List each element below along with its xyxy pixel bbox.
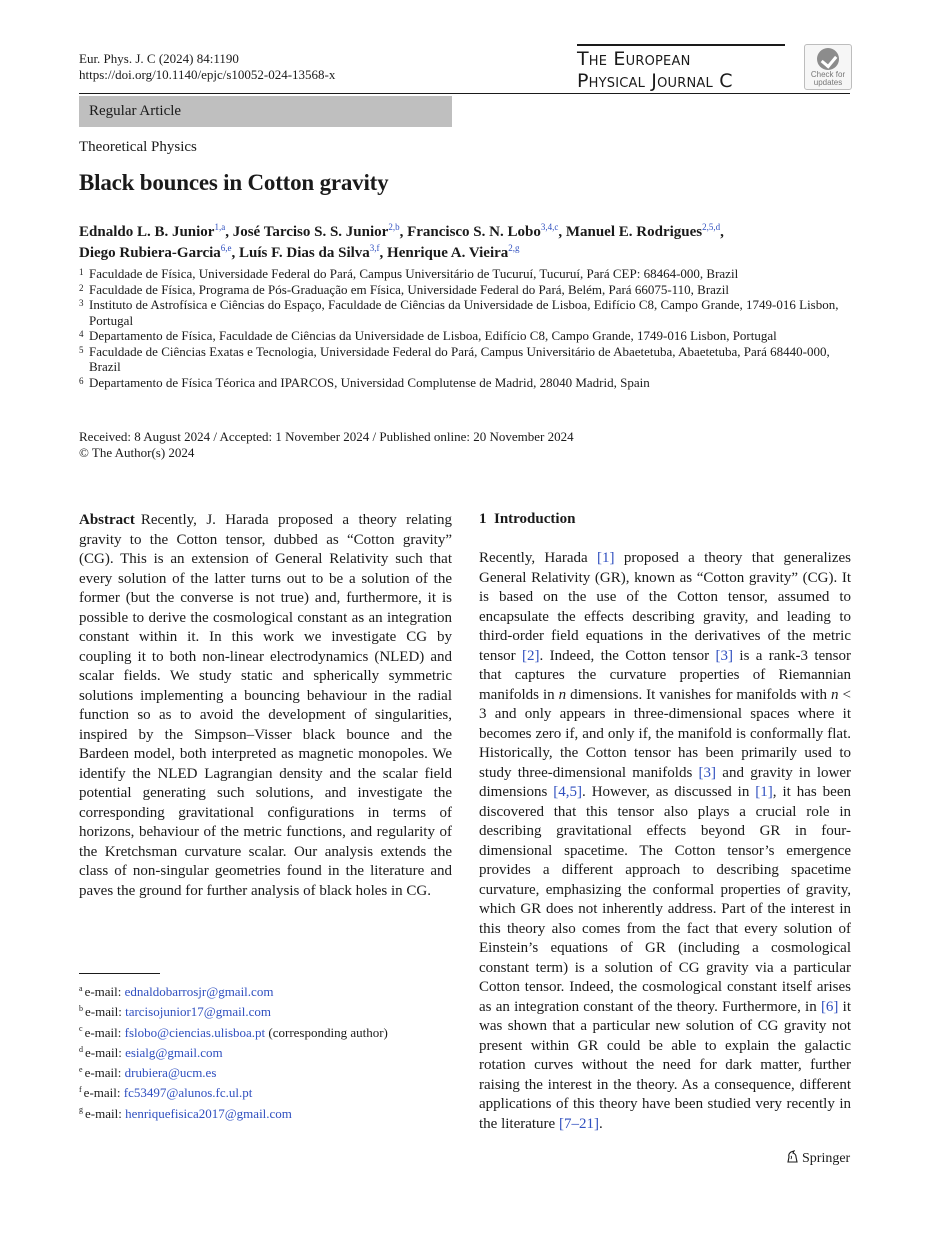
citation-link[interactable]: [3] (698, 764, 717, 781)
footnote-label: e-mail: (84, 1024, 125, 1040)
affiliation-item: 6 Departamento de Física Téorica and IPARCOS, Universidad Complutense de Madrid, 28040 Madrid, Spain (79, 374, 650, 390)
author-name: Henrique A. Vieira (387, 245, 509, 261)
footnote-mark: e (79, 1064, 83, 1074)
date-history: Received: 8 August 2024 / Accepted: 1 November 2024 / Published online: 20 November 2024 (79, 429, 574, 444)
footnote-list (79, 982, 388, 1124)
publication-dates (79, 429, 574, 460)
footnote-label: e-mail: (83, 1085, 124, 1101)
author-affiliation-marker[interactable]: 6,e (220, 243, 232, 253)
citation-link[interactable]: [4,5] (553, 784, 583, 800)
intro-text: . Indeed, the Cotton tensor (539, 647, 716, 664)
intro-text: Recently, Harada (479, 550, 598, 566)
intro-text: , it has been discovered that this tensor also plays a crucial role in describing gravitational effects beyond GR in four-dimensional spacetime. The Cotton tensor’s emergence provides a different approach to describing spacetime curvature, emphasizing the conformal properties of gravity, which GR does not inherently address. Part of the interest in this theory also comes from the fact that every solution of Einstein’s equations of GR (including a cosmological constant term) is a solution of CG gravity via a particular Cotton tensor. Indeed, the cosmological constant itself arises as an integration constant of the theory. Furthermore, in (479, 784, 851, 1015)
author-separator: , (558, 224, 566, 240)
author-name: Manuel E. Rodrigues (565, 224, 703, 240)
affiliation-item: 2 Faculdade de Física, Programa de Pós-Graduação em Física, Universidade Federal do Pará, Belém, Pará 66075-110, Brazil (79, 281, 729, 297)
author-separator: , (231, 245, 240, 261)
checkmark-icon (817, 48, 839, 70)
citation-link[interactable]: [6] (820, 998, 839, 1015)
intro-text: proposed a theory that generalizes General Relativity (GR), known as “Cotton gravity” (CG). It is based on the use of the Cotton tensor, assumed to encapsulate the effects describing gravity, and leading to third-order field equations in the derivatives of the metric tensor (479, 550, 851, 664)
footnote-label: e-mail: (85, 1004, 126, 1020)
journal-logo-line2: Physical Journal C (577, 70, 733, 92)
article-type-banner (79, 96, 452, 127)
email-link[interactable]: fslobo@ciencias.ulisboa.pt (124, 1024, 266, 1040)
publisher-logo (785, 1150, 850, 1167)
email-link[interactable]: ednaldobarrosjr@gmail.com (124, 984, 274, 999)
author-name: Luís F. Dias da Silva (239, 245, 370, 261)
footnote-note: (corresponding author) (265, 1024, 388, 1040)
abstract-label: Abstract (79, 512, 135, 528)
footnote-mark: d (79, 1044, 83, 1054)
header-divider (79, 93, 850, 94)
citation-link[interactable]: [2] (522, 647, 540, 664)
footnote-mark: c (79, 1024, 83, 1034)
doi-link[interactable]: https://doi.org/10.1140/epjc/s10052-024-13568-x (79, 67, 336, 82)
article-type-label: Regular Article (89, 103, 182, 119)
copyright-line: © The Author(s) 2024 (79, 444, 195, 460)
intro-text: is a rank-3 tensor that captures the curvature properties of Riemannian manifolds in (479, 647, 851, 703)
email-link[interactable]: henriquefisica2017@gmail.com (125, 1105, 292, 1121)
affiliation-item: 5 Faculdade de Ciências Exatas e Tecnologia, Universidade Federal do Pará, Campus Universitário de Abaetetuba, Abaetetuba, Pará 68440-000, Brazil (79, 343, 830, 374)
publisher-name: Springer (802, 1151, 851, 1166)
article-title: Black bounces in Cotton gravity (79, 170, 389, 195)
intro-text: it was shown that a particular new solution of CG gravity not present within GR could be able to explain the galactic rotation curves without the need for dark matter, further raising the interest in the theory. As a consequence, different applications of this theory have been studied very recently in the literature (479, 998, 851, 1132)
citation-link[interactable]: [1] (597, 550, 615, 566)
author-affiliation-marker[interactable]: 3,f (369, 243, 380, 253)
footnote-item (79, 982, 388, 1002)
section-number: 1 (479, 511, 487, 527)
section-heading-introduction (479, 511, 575, 528)
math-variable: n (831, 686, 839, 703)
author-separator: , (225, 224, 233, 240)
author-affiliation-marker[interactable]: 2,5,d (702, 222, 721, 232)
footnote-mark: f (79, 1085, 82, 1095)
citation-link[interactable]: [3] (715, 647, 734, 664)
footnote-mark: g (79, 1105, 83, 1115)
intro-text: < 3 and only appears in three-dimensional spaces where it becomes zero if, and only if, the manifold is conformally flat. Historically, the Cotton tensor has been primarily used to study three-dimensional manifolds (479, 686, 851, 781)
introduction-body (479, 549, 851, 1134)
check-for-updates-button[interactable] (804, 44, 852, 90)
section-title: Introduction (494, 511, 576, 527)
footnote-item (79, 1104, 388, 1124)
footnote-item (79, 1083, 388, 1103)
author-name: Francisco S. N. Lobo (407, 224, 541, 240)
abstract-text: Recently, J. Harada proposed a theory relating gravity to the Cotton tensor, dubbed as “Cotton gravity” (CG). This is an extension of General Relativity such that every solution of the latter turns out to be a solution of the former (but the converse is not true) and, furthermore, it is possible to derive the cosmological constant as an integration constant within it. In this work we investigate CG by coupling it to both non-linear electrodynamics (NLED) and scalar fields. We study static and spherically symmetric solutions implementing a bouncing behaviour in the radial function so as to avoid the development of singularities, inspired by the Simpson–Visser black bounce and the Bardeen model, both interpreted as magnetic monopoles. We identify the NLED Lagrangian density and the scalar field potential generating such solutions, and investigate the corresponding gravitational configurations in terms of horizons, behaviour of the metric functions, and regularity of the Kretchsman curvature scalar. Our analysis extends the class of non-singular geometries found in the literature and paves the ground for further analysis of black holes in CG. (79, 512, 452, 899)
intro-text: . (598, 1115, 603, 1132)
affiliation-text: Faculdade de Ciências Exatas e Tecnologia, Universidade Federal do Pará, Campus Universitário de Abaetetuba, Abaetetuba, Pará 68440-000, Brazil (89, 343, 830, 374)
footnote-label: e-mail: (85, 1044, 126, 1060)
affiliation-text: Faculdade de Física, Universidade Federal do Pará, Campus Universitário de Tucuruí, Tucuruí, Pará CEP: 68464-000, Brazil (89, 266, 739, 281)
footnote-label: e-mail: (84, 1065, 125, 1081)
article-category: Theoretical Physics (79, 139, 197, 155)
email-link[interactable]: drubiera@ucm.es (124, 1065, 217, 1081)
check-updates-line2: updates (813, 78, 843, 87)
intro-text: . However, as discussed in (582, 784, 756, 800)
author-separator: , (399, 224, 408, 240)
affiliation-list (79, 266, 859, 390)
author-name: José Tarciso S. S. Junior (232, 224, 389, 240)
affiliation-item: 4 Departamento de Física, Faculdade de Ciências da Universidade de Lisboa, Edifício C8, Campo Grande, 1749-016 Lisbon, Portugal (79, 328, 777, 343)
affiliation-text: Departamento de Física, Faculdade de Ciências da Universidade de Lisboa, Edifício C8, Campo Grande, 1749-016 Lisbon, Portugal (89, 328, 777, 343)
citation-link[interactable]: [1] (755, 784, 773, 800)
intro-text: dimensions. It vanishes for manifolds with (566, 686, 832, 703)
email-link[interactable]: esialg@gmail.com (125, 1044, 223, 1060)
journal-reference (79, 51, 335, 83)
footnote-mark: a (79, 983, 83, 993)
affiliation-text: Instituto de Astrofísica e Ciências do Espaço, Faculdade de Ciências da Universidade de Lisboa, Edifício C8, Campo Grande, 1749-016 Lisbon, Portugal (89, 297, 839, 328)
check-updates-line1: Check for (810, 70, 846, 79)
author-affiliation-marker[interactable]: 2,b (388, 222, 400, 232)
journal-logo-line1: The European (577, 48, 691, 70)
author-name: Ednaldo L. B. Junior (79, 224, 215, 240)
citation-link[interactable]: [7–21] (558, 1115, 599, 1132)
footnote-item (79, 1043, 388, 1063)
email-link[interactable]: fc53497@alunos.fc.ul.pt (123, 1085, 253, 1101)
footnote-item (79, 1023, 388, 1043)
affiliation-item: 1 Faculdade de Física, Universidade Federal do Pará, Campus Universitário de Tucuruí, Tucuruí, Pará CEP: 68464-000, Brazil (79, 266, 739, 281)
affiliation-text: Faculdade de Física, Programa de Pós-Graduação em Física, Universidade Federal do Pará, Belém, Pará 66075-110, Brazil (89, 281, 729, 297)
author-affiliation-marker[interactable]: 1,a (214, 222, 226, 232)
author-list (79, 222, 859, 264)
author-affiliation-marker[interactable]: 2,g (508, 243, 520, 253)
author-separator: , (720, 224, 724, 240)
journal-citation: Eur. Phys. J. C (2024) 84:1190 (79, 51, 239, 66)
journal-logo (577, 44, 785, 92)
intro-text: and gravity in lower dimensions (479, 764, 852, 800)
author-separator: , (379, 245, 388, 261)
springer-horse-icon (785, 1150, 799, 1164)
affiliation-text: Departamento de Física Téorica and IPARCOS, Universidad Complutense de Madrid, 28040 Madrid, Spain (89, 374, 650, 390)
abstract (79, 511, 452, 901)
footnote-item (79, 1063, 388, 1083)
affiliation-item: 3 Instituto de Astrofísica e Ciências do Espaço, Faculdade de Ciências da Universidade de Lisboa, Edifício C8, Campo Grande, 1749-016 Lisbon, Portugal (79, 297, 839, 328)
email-link[interactable]: tarcisojunior17@gmail.com (125, 1004, 271, 1020)
math-variable: n (558, 686, 567, 703)
footnote-item (79, 1002, 388, 1022)
footnote-divider (79, 973, 160, 974)
footnote-label: e-mail: (84, 984, 125, 999)
footnote-label: e-mail: (85, 1105, 126, 1121)
footnote-mark: b (79, 1003, 83, 1013)
author-name: Diego Rubiera-Garcia (79, 245, 221, 261)
author-affiliation-marker[interactable]: 3,4,c (540, 222, 559, 232)
